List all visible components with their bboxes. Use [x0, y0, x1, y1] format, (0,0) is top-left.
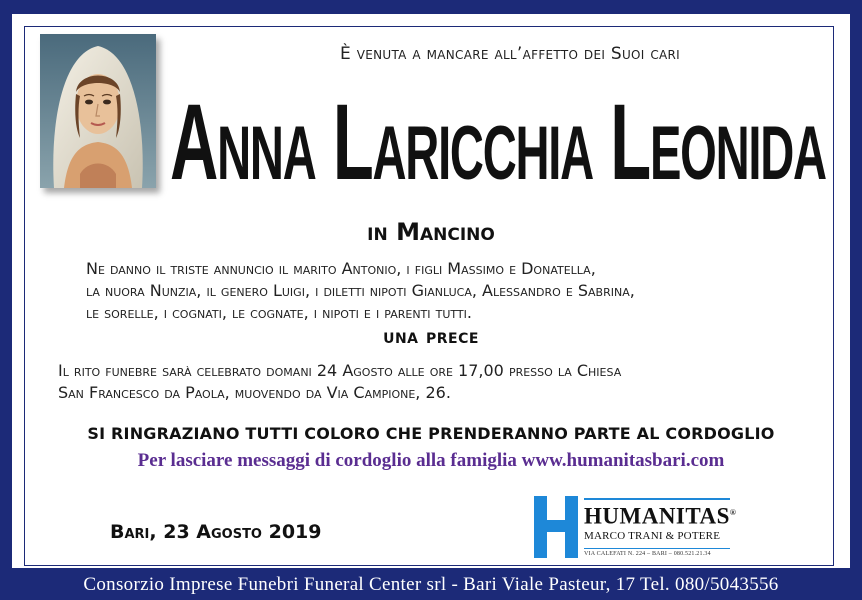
announcement-line: Ne danno il triste annuncio il marito Antonio, i figli Massimo e Donatella, [86, 259, 596, 278]
deceased-name: Anna Laricchia Leonida [170, 81, 826, 202]
announcement-line: la nuora Nunzia, il genero Luigi, i diletti nipoti Gianluca, Alessandro e Sabrina, [86, 281, 635, 300]
notice-date: Bari, 23 Agosto 2019 [110, 521, 322, 543]
h-logo-icon [534, 496, 578, 558]
madonna-portrait-icon [40, 34, 156, 188]
rite-line: Il rito funebre sarà celebrato domani 24 Agosto alle ore 17,00 presso la Chiesa [58, 361, 622, 380]
logo-subtitle: MARCO TRANI & POTERE [584, 529, 721, 542]
rite-line: San Francesco da Paola, muovendo da Via Campione, 26. [58, 383, 451, 402]
intro-text: È venuta a mancare all’affetto dei Suoi cari [339, 44, 681, 64]
logo-brand: HUMANITAS® [584, 503, 737, 529]
married-name: in Mancino [367, 218, 495, 246]
logo-address: VIA CALEFATI N. 224 – BARI – 080.521.21.34 [584, 548, 730, 559]
logo-text-block [584, 498, 737, 559]
thanks-text: SI RINGRAZIANO TUTTI COLORO CHE PRENDERANNO PARTE AL CORDOGLIO [87, 424, 775, 443]
condolence-messages-link[interactable]: Per lasciare messaggi di cordoglio alla famiglia www.humanitasbari.com [137, 450, 725, 471]
humanitas-logo [534, 496, 737, 558]
footer-text: Consorzio Imprese Funebri Funeral Center srl - Bari Viale Pasteur, 17 Tel. 080/5043556 [83, 574, 779, 595]
announcement-line: le sorelle, i cognati, le cognate, i nipoti e i parenti tutti. [86, 303, 472, 322]
prayer-text: una prece [383, 324, 479, 348]
announcement-text [86, 258, 846, 324]
funeral-rite-text [58, 360, 848, 404]
